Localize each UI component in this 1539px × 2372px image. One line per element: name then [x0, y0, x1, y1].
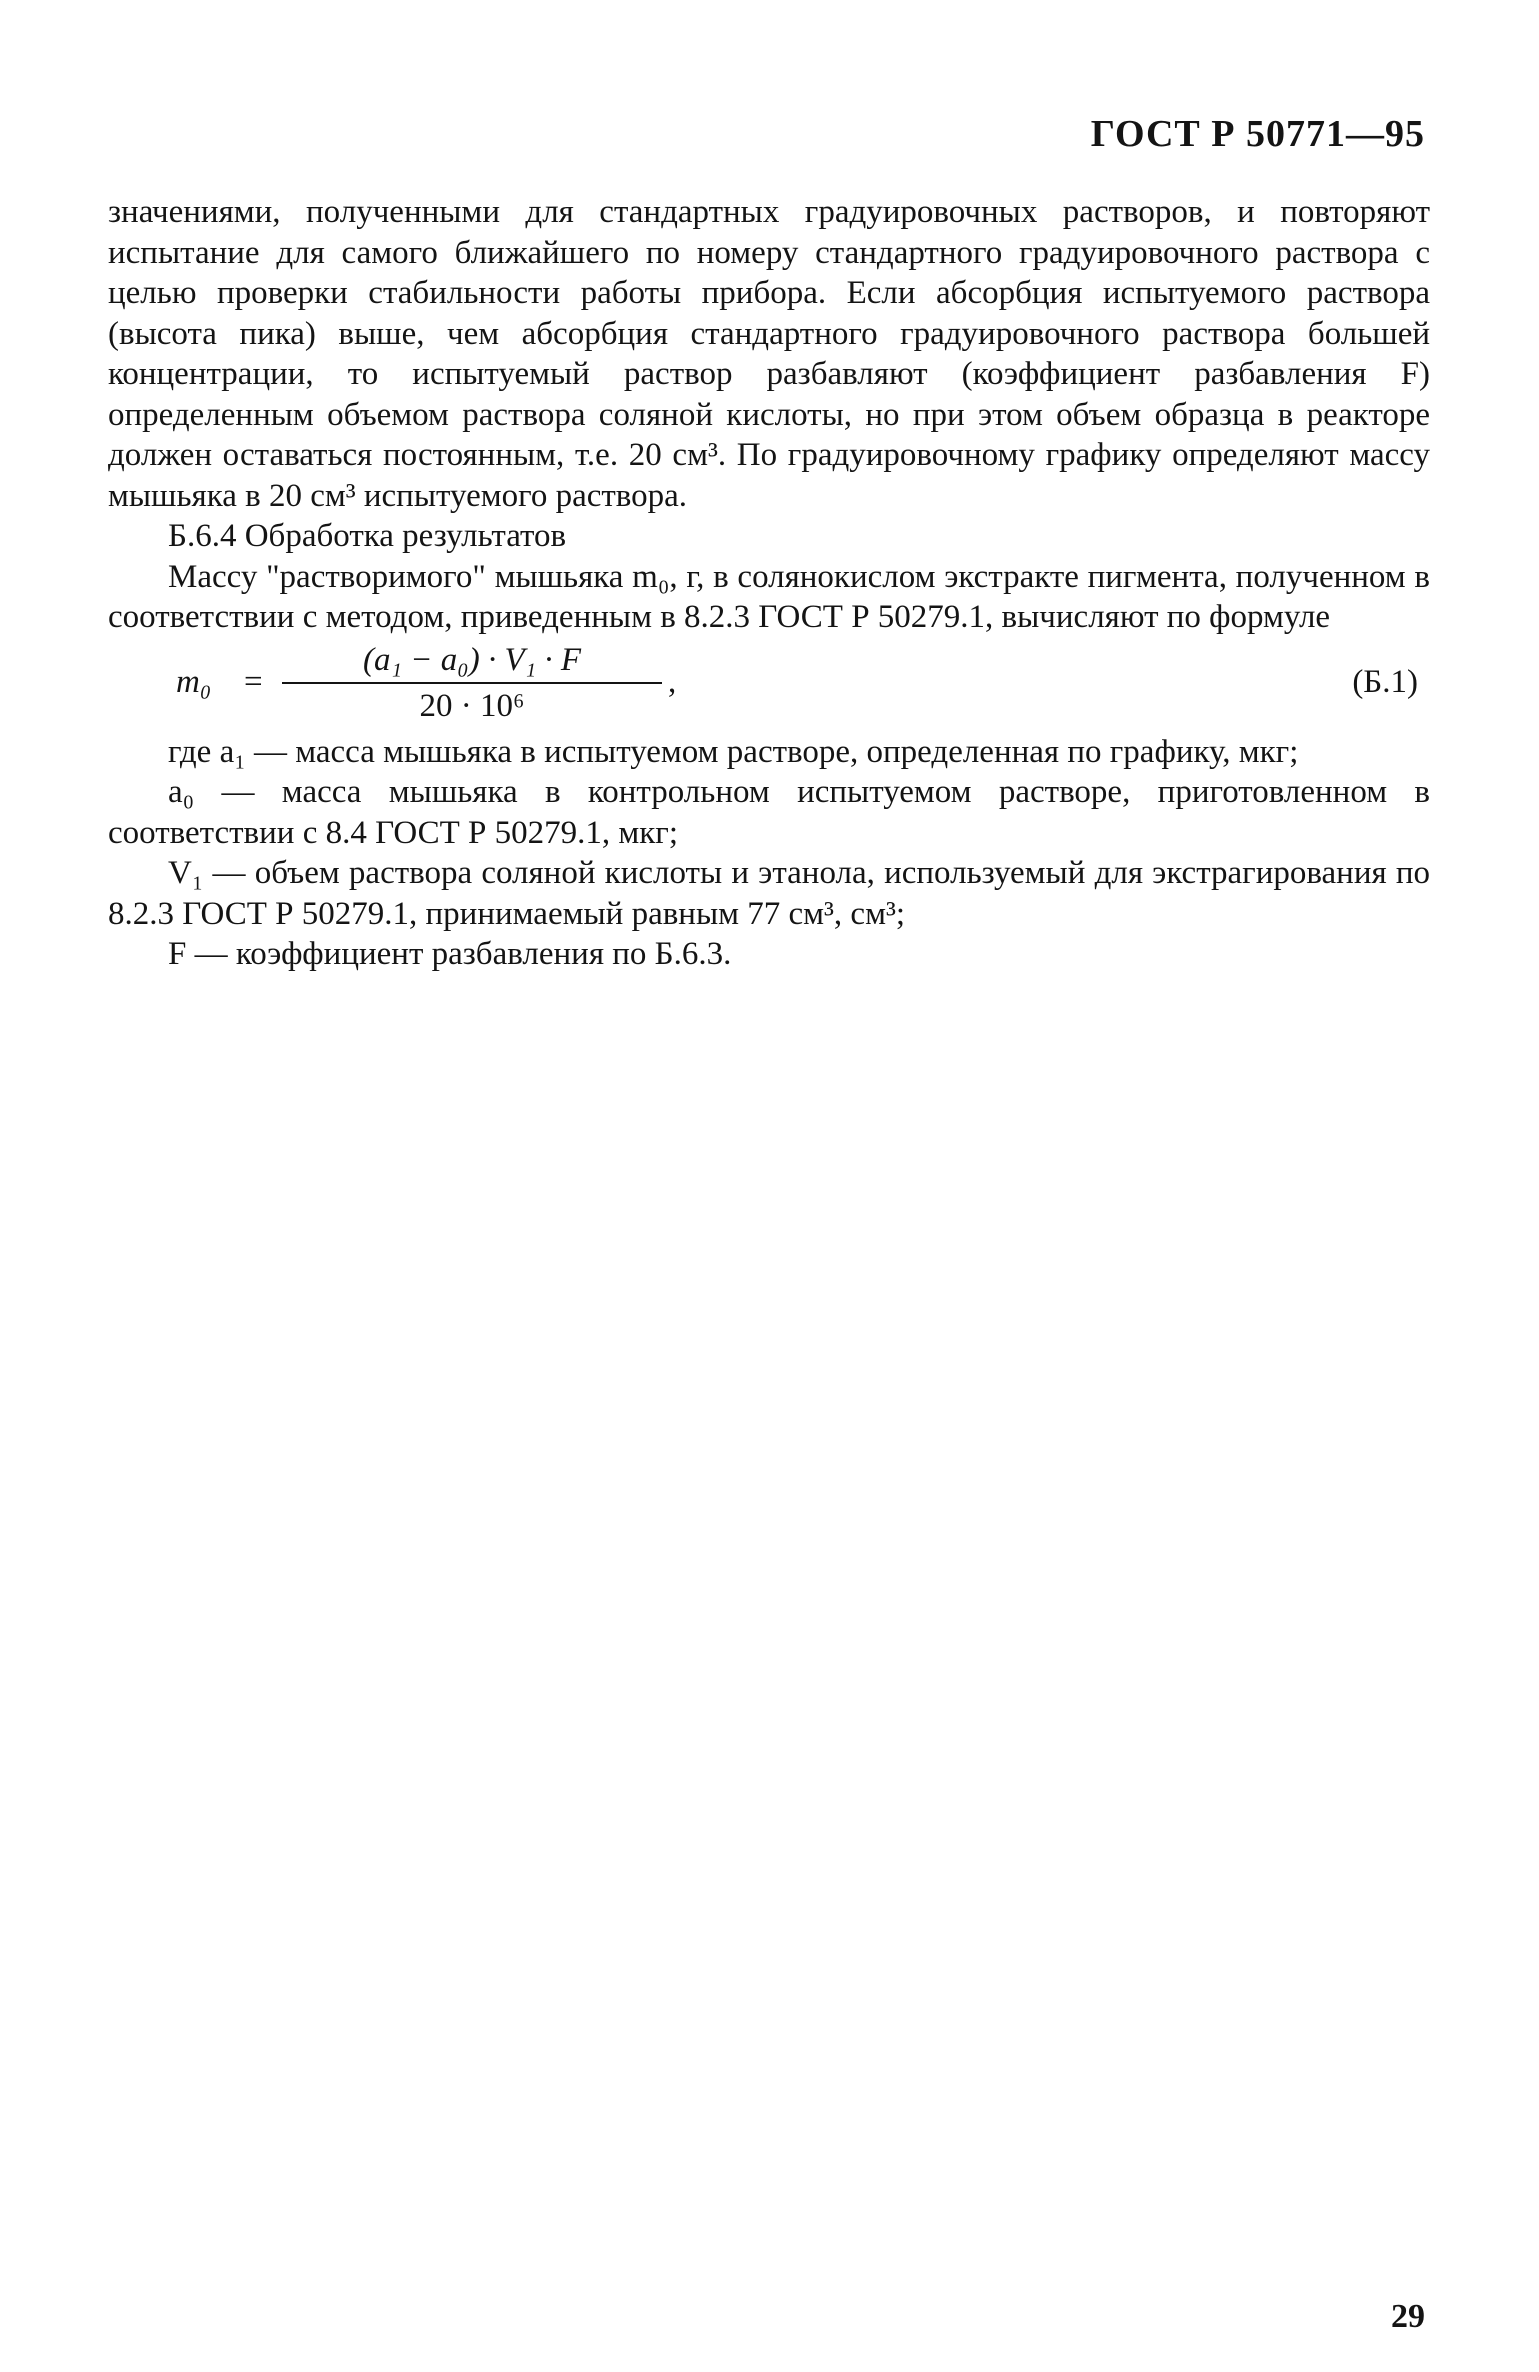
formula-lhs: m₀ [176, 663, 212, 700]
formula-denominator: 20 · 10⁶ [419, 688, 525, 724]
definition-a0: a₀ — масса мышьяка в контрольном испытуемом растворе, приготовленном в соответствии с 8.4 ГОСТ Р 50279.1, мкг; [108, 774, 1430, 851]
definition-f: F — коэффициент разбавления по Б.6.3. [168, 936, 732, 972]
formula-fraction [282, 640, 662, 727]
page-number: 29 [1391, 2298, 1425, 2335]
fraction-bar [282, 682, 662, 684]
formula-number: (Б.1) [1352, 663, 1418, 700]
formula-comma: , [668, 663, 677, 700]
formula-numerator: (a₁ − a₀) · V₁ · F [363, 641, 581, 678]
document-body [108, 192, 1430, 975]
paragraph-formula-intro: Массу "растворимого" мышьяка m₀, г, в солянокислом экстракте пигмента, полученном в соответствии с методом, приведенным в 8.2.3 ГОСТ Р 50279.1, вычисляют по формуле [108, 558, 1430, 635]
section-title: Б.6.4 Обработка результатов [168, 518, 567, 554]
formula-b1 [108, 640, 1430, 726]
formula-equals: = [244, 663, 263, 700]
definition-v1: V₁ — объем раствора соляной кислоты и этанола, используемый для экстрагирования по 8.2.3 ГОСТ Р 50279.1, принимаемый равным 77 см³, см³; [108, 855, 1430, 932]
definition-a1: где a₁ — масса мышьяка в испытуемом растворе, определенная по графику, мкг; [168, 733, 1299, 770]
paragraph-continuation: значениями, полученными для стандартных градуировочных растворов, и повторяют испытание для самого ближайшего по номеру стандартного градуировочного раствора с целью проверки стабильности работы прибора. Если абсорбция испытуемого раствора (высота пика) выше, чем абсорбция стандартного градуировочного раствора большей концентрации, то испытуемый раствор разбавляют (коэффициент разбавления F) определенным объемом раствора соляной кислоты, но при этом объем образца в реакторе должен оставаться постоянным, т.е. 20 см³. По градуировочному графику определяют массу мышьяка в 20 см³ испытуемого раствора. [108, 194, 1430, 514]
standard-header: ГОСТ Р 50771—95 [1090, 113, 1425, 155]
